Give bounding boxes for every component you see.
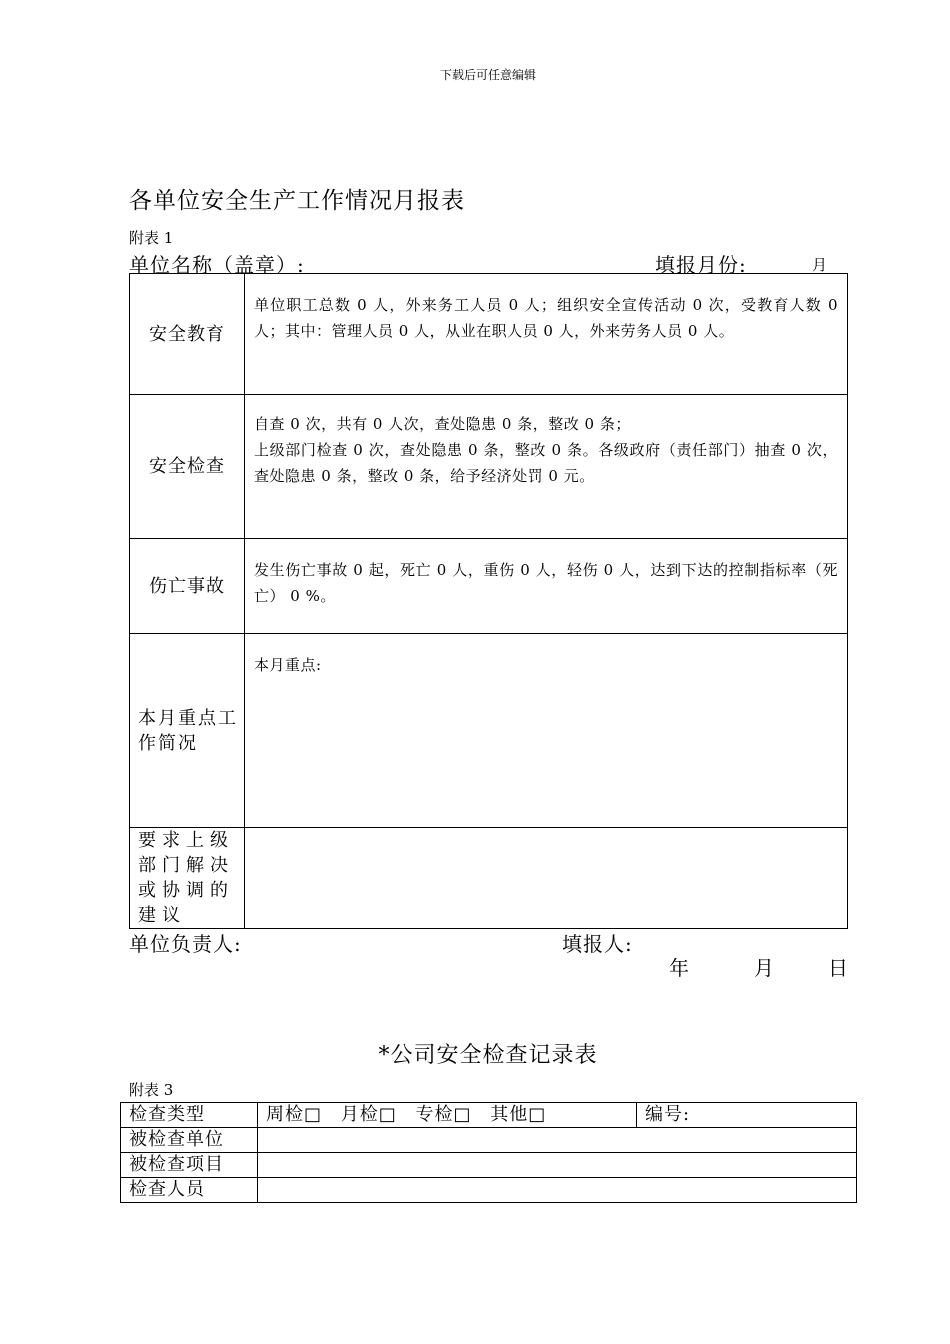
inspected-item-field[interactable] bbox=[258, 1153, 857, 1178]
report-title: 各单位安全生产工作情况月报表 bbox=[129, 188, 465, 214]
row-content-safety-inspection[interactable] bbox=[245, 395, 848, 539]
table-row bbox=[121, 1153, 857, 1178]
table-row bbox=[130, 274, 848, 395]
table-row bbox=[130, 395, 848, 539]
table-row bbox=[130, 539, 848, 634]
filler-label: 填报人: bbox=[562, 932, 633, 956]
record-title: *公司安全检查记录表 bbox=[378, 1043, 598, 1068]
header-note: 下载后可任意编辑 bbox=[439, 68, 536, 82]
table-row bbox=[130, 828, 848, 929]
table-row bbox=[130, 634, 848, 828]
row-content-casualty-accidents[interactable]: 发生伤亡事故 0 起，死亡 0 人，重伤 0 人，轻伤 0 人，达到下达的控制指标率（死亡） 0 %。 bbox=[245, 539, 848, 634]
row-label-casualty-accidents: 伤亡事故 bbox=[130, 539, 245, 634]
fill-month-label: 填报月份: bbox=[655, 253, 747, 277]
inspection-type-label: 检查类型 bbox=[121, 1103, 258, 1128]
inspection-line-2: 上级部门检查 0 次，查处隐患 0 条，整改 0 条。各级政府（责任部门）抽查 0 次，查处隐患 0 条，整改 0 条，给予经济处罚 0 元。 bbox=[254, 441, 838, 485]
other-check-checkbox[interactable]: 其他□ bbox=[490, 1104, 547, 1125]
inspection-type-options bbox=[258, 1103, 637, 1128]
unit-head-label: 单位负责人: bbox=[129, 932, 242, 956]
row-content-suggestions[interactable] bbox=[245, 828, 848, 929]
monthly-check-checkbox[interactable]: 月检□ bbox=[340, 1104, 397, 1125]
inspection-staff-label: 检查人员 bbox=[121, 1178, 258, 1203]
row-label-safety-inspection: 安全检查 bbox=[130, 395, 245, 539]
date-month: 月 bbox=[754, 956, 774, 980]
inspected-item-label: 被检查项目 bbox=[121, 1153, 258, 1178]
unit-name-label: 单位名称（盖章）: bbox=[129, 253, 305, 277]
row-label-monthly-focus: 本月重点工作简况 bbox=[130, 634, 245, 828]
row-label-suggestions: 要求上级部门解决或协调的建议 bbox=[130, 828, 245, 929]
record-number-field[interactable]: 编号: bbox=[637, 1103, 857, 1128]
special-check-checkbox[interactable]: 专检□ bbox=[415, 1104, 472, 1125]
attachment-label-1: 附表 1 bbox=[129, 229, 174, 247]
table-row bbox=[121, 1103, 857, 1128]
row-content-monthly-focus[interactable]: 本月重点: bbox=[245, 634, 848, 828]
inspection-record-table bbox=[120, 1102, 857, 1203]
row-label-safety-education: 安全教育 bbox=[130, 274, 245, 395]
month-unit: 月 bbox=[812, 256, 828, 274]
attachment-label-3: 附表 3 bbox=[129, 1081, 174, 1099]
table-row bbox=[121, 1178, 857, 1203]
date-year: 年 bbox=[669, 956, 689, 980]
monthly-report-table bbox=[129, 273, 848, 929]
inspection-staff-field[interactable] bbox=[258, 1178, 857, 1203]
inspected-unit-label: 被检查单位 bbox=[121, 1128, 258, 1153]
date-day: 日 bbox=[828, 956, 848, 980]
row-content-safety-education[interactable]: 单位职工总数 0 人，外来务工人员 0 人；组织安全宣传活动 0 次，受教育人数 0 人；其中：管理人员 0 人，从业在职人员 0 人，外来劳务人员 0 人。 bbox=[245, 274, 848, 395]
table-row bbox=[121, 1128, 857, 1153]
inspection-line-1: 自查 0 次，共有 0 人次，查处隐患 0 条，整改 0 条； bbox=[254, 415, 631, 433]
inspected-unit-field[interactable] bbox=[258, 1128, 857, 1153]
weekly-check-checkbox[interactable]: 周检□ bbox=[266, 1104, 323, 1125]
